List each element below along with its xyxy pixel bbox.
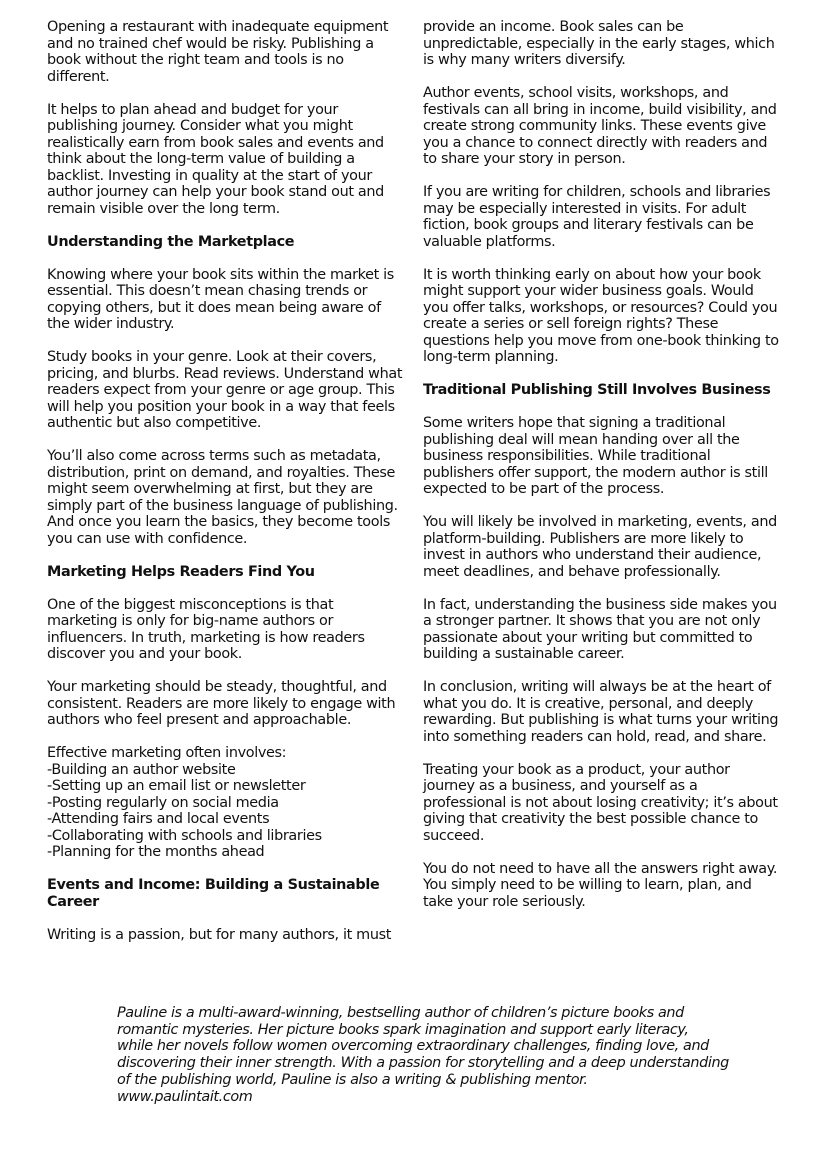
list-item: -Planning for the months ahead — [47, 844, 265, 860]
section-heading-traditional: Traditional Publishing Still Involves Business — [423, 382, 771, 398]
section-heading-marketing: Marketing Helps Readers Find You — [47, 563, 315, 580]
paragraph: Your marketing should be steady, thoughtful, and consistent. Readers are more likely to engage with authors who feel present and approachable. — [47, 679, 396, 728]
paragraph: If you are writing for children, schools and libraries may be especially interested in visits. For adult fiction, book groups and literary festivals can be valuable platforms. — [423, 184, 771, 250]
right-column — [423, 19, 779, 927]
paragraph: Knowing where your book sits within the market is essential. This doesn’t mean chasing trends or copying others, but it does mean being aware of the wider industry. — [47, 266, 394, 332]
bio-line: Pauline is a multi-award-winning, bestselling author of children’s picture books and — [117, 1005, 684, 1021]
paragraph: You’ll also come across terms such as metadata, distribution, print on demand, and royalties. These might seem overwhelming at first, but they are simply part of the business language of publishing. And once you learn the basics, they become tools you can use with confidence. — [47, 448, 398, 547]
bio-line: while her novels follow women overcoming extraordinary challenges, finding love, and — [117, 1038, 709, 1055]
bio-line: of the publishing world, Pauline is also a writing & publishing mentor. — [117, 1071, 588, 1088]
paragraph: Study books in your genre. Look at their covers, pricing, and blurbs. Read reviews. Understand what readers expect from your genre or age group. This will help you position your book in a way that feels authentic but also competitive. — [47, 349, 403, 431]
paragraph: One of the biggest misconceptions is that marketing is only for big-name authors or influencers. In truth, marketing is how readers discover you and your book. — [47, 596, 365, 662]
bio-line: discovering their inner strength. With a passion for storytelling and a deep understanding — [117, 1055, 729, 1072]
paragraph: It helps to plan ahead and budget for your publishing journey. Consider what you might realistically earn from book sales and events and think about the long-term value of building a backlist. Investing in quality at the start of your author journey can help your book stand out and remain visible over the long term. — [47, 101, 384, 217]
paragraph: In conclusion, writing will always be at the heart of what you do. It is creative, personal, and deeply rewarding. But publishing is what turns your writing into something readers can hold, read, and share. — [423, 679, 779, 745]
paragraph: In fact, understanding the business side makes you a stronger partner. It shows that you are not only passionate about your writing but committed to building a sustainable career. — [423, 596, 777, 662]
left-column — [47, 19, 403, 960]
list-intro: Effective marketing often involves: — [47, 745, 287, 761]
paragraph: You do not need to have all the answers right away. You simply need to be willing to learn, plan, and take your role seriously. — [423, 860, 778, 910]
section-heading-marketplace: Understanding the Marketplace — [47, 233, 295, 250]
author-website-link[interactable]: www.paulintait.com — [117, 1088, 253, 1105]
paragraph: Author events, school visits, workshops, and festivals can all bring in income, build visibility, and create strong community links. These events give you a chance to connect directly with readers and to share your story in person. — [423, 85, 777, 167]
marketing-list — [47, 745, 403, 861]
list-item: -Collaborating with schools and libraries — [47, 827, 322, 844]
paragraph: Opening a restaurant with inadequate equipment and no trained chef would be risky. Publishing a book without the right team and tools is no different. — [47, 19, 389, 85]
paragraph: Treating your book as a product, your author journey as a business, and yourself as a professional is not about losing creativity; it’s about giving that creativity the best possible chance to succeed. — [423, 761, 778, 844]
paragraph: You will likely be involved in marketing, events, and platform-building. Publishers are more likely to invest in authors who understand their audience, meet deadlines, and behave professionally. — [423, 514, 777, 580]
list-item: -Building an author website — [47, 761, 236, 778]
paragraph: It is worth thinking early on about how your book might support your wider business goals. Would you offer talks, workshops, or resources? Could you create a series or sell foreign rights? These questions help you move from one-book thinking to long-term planning. — [423, 266, 779, 365]
list-item: -Setting up an email list or newsletter — [47, 778, 306, 794]
section-heading-events: Events and Income: Building a Sustainable Career — [47, 877, 380, 910]
list-item: -Posting regularly on social media — [47, 794, 279, 811]
author-bio — [117, 1005, 729, 1105]
list-item: -Attending fairs and local events — [47, 811, 270, 827]
paragraph: Some writers hope that signing a traditional publishing deal will mean handing over all the business responsibilities. While traditional publishers offer support, the modern author is still expected to be part of the process. — [423, 415, 768, 497]
paragraph: Writing is a passion, but for many authors, it must — [47, 926, 392, 943]
paragraph: provide an income. Book sales can be unpredictable, especially in the early stages, which is why many writers diversify. — [423, 19, 775, 68]
bio-line: romantic mysteries. Her picture books spark imagination and support early literacy, — [117, 1021, 689, 1038]
